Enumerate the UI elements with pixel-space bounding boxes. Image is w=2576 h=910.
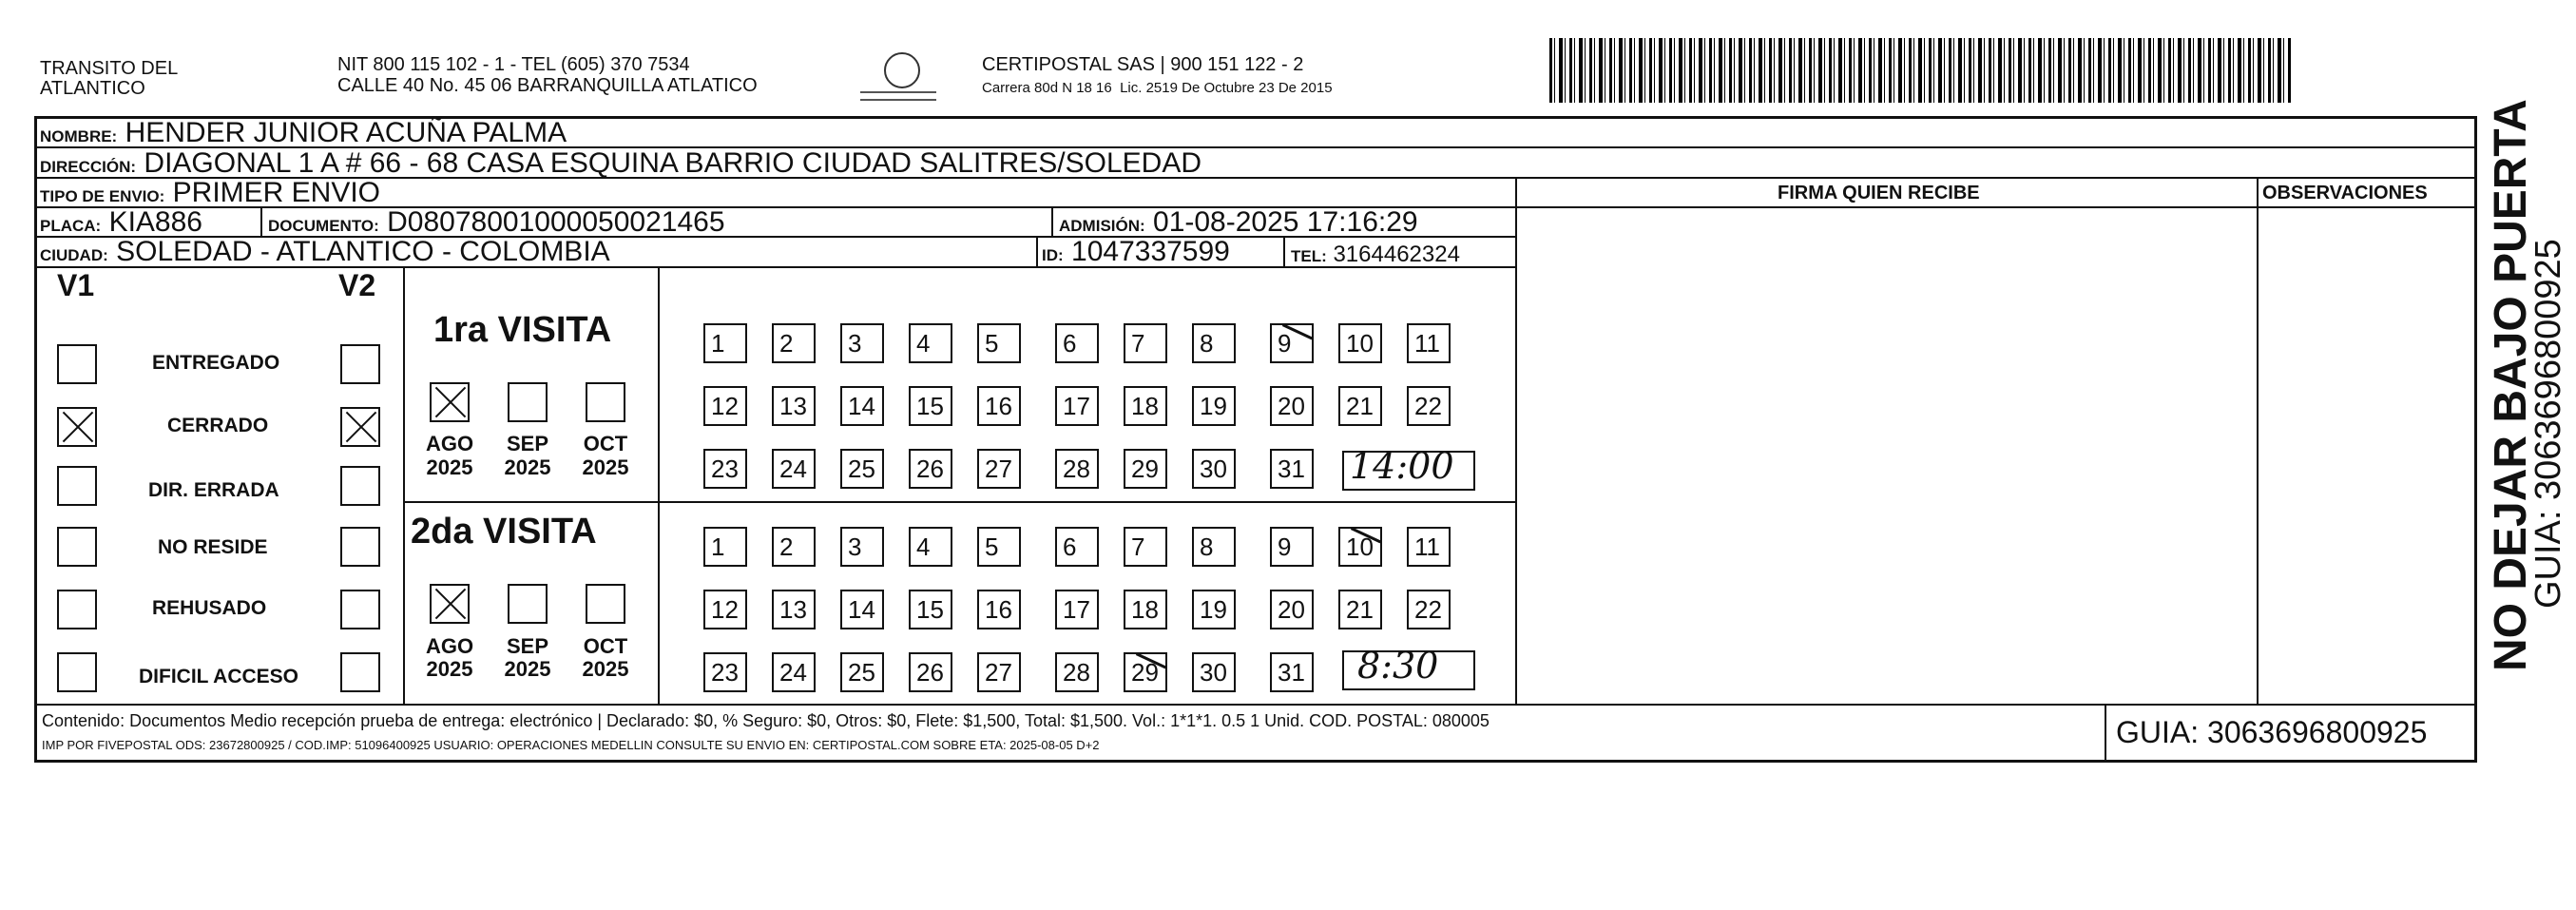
first-visit-day-7[interactable]: 7 <box>1124 323 1167 363</box>
side-guia: GUIA: 3063696800925 <box>2528 239 2568 609</box>
first-year-oct: 2025 <box>582 455 629 479</box>
footer-contenido: Contenido: Documentos Medio recepción prueba de entrega: electrónico | Declarado: $0, % Seguro: $0, Otros: $0, Flete: $1,500, Total: $1,500. Vol.: 1*1*1. 0.5 1 Unid. COD. POSTAL: 080005 <box>42 711 1490 730</box>
first-visit-time: 14:00 <box>1350 445 1454 487</box>
first-visit-title: 1ra VISITA <box>433 310 612 350</box>
first-visit-day-22[interactable]: 22 <box>1407 386 1451 426</box>
first-visit-day-12[interactable]: 12 <box>703 386 747 426</box>
rule-v-guia <box>2105 704 2106 763</box>
tel-row <box>1291 240 1460 272</box>
second-month-sep-label: SEP <box>506 634 549 658</box>
second-visit-day-13[interactable]: 13 <box>772 590 816 629</box>
second-visit-day-29[interactable]: 29 <box>1124 652 1167 692</box>
first-visit-day-4[interactable]: 4 <box>909 323 952 363</box>
second-visit-day-20[interactable]: 20 <box>1270 590 1314 629</box>
first-visit-month-oct[interactable] <box>586 382 625 422</box>
second-visit-day-23[interactable]: 23 <box>703 652 747 692</box>
first-visit-day-24[interactable]: 24 <box>772 449 816 489</box>
first-visit-day-26[interactable]: 26 <box>909 449 952 489</box>
second-visit-day-12[interactable]: 12 <box>703 590 747 629</box>
second-month-oct-label: OCT <box>583 634 628 658</box>
v2-cerrado-checkbox[interactable] <box>340 407 380 447</box>
second-visit-day-6[interactable]: 6 <box>1055 527 1099 567</box>
v1-dir-errada-checkbox[interactable] <box>57 466 97 506</box>
tel-value: 3164462324 <box>1333 242 1460 267</box>
nit-line2: CALLE 40 No. 45 06 BARRANQUILLA ATLATICO <box>337 75 758 96</box>
first-visit-day-19[interactable]: 19 <box>1192 386 1236 426</box>
second-visit-day-16[interactable]: 16 <box>977 590 1021 629</box>
first-month-ago-label: AGO <box>425 432 474 455</box>
v2-entregado-checkbox[interactable] <box>340 344 380 384</box>
first-visit-day-30[interactable]: 30 <box>1192 449 1236 489</box>
rule-v-firma <box>1515 177 1517 706</box>
id-value: 1047337599 <box>1071 236 1230 267</box>
second-year-ago: 2025 <box>426 657 473 681</box>
ciudad-label: CIUDAD: <box>40 246 108 264</box>
first-visit-month-sep[interactable] <box>508 382 548 422</box>
rule-v-obs <box>2257 177 2259 706</box>
second-visit-day-21[interactable]: 21 <box>1338 590 1382 629</box>
second-visit-day-1[interactable]: 1 <box>703 527 747 567</box>
second-visit-day-8[interactable]: 8 <box>1192 527 1236 567</box>
rule-v-id <box>1036 236 1038 266</box>
second-visit-day-17[interactable]: 17 <box>1055 590 1099 629</box>
courier-line1: CERTIPOSTAL SAS | 900 151 122 - 2 <box>982 54 1304 75</box>
status-dir-errada: DIR. ERRADA <box>148 479 279 501</box>
observaciones-label: OBSERVACIONES <box>2262 183 2428 203</box>
v1-dificil-acceso-checkbox[interactable] <box>57 652 97 692</box>
first-visit-day-15[interactable]: 15 <box>909 386 952 426</box>
status-entregado: ENTREGADO <box>152 352 280 374</box>
second-visit-month-sep[interactable] <box>508 584 548 624</box>
status-dificil-acceso: DIFICIL ACCESO <box>139 666 299 687</box>
first-visit-day-11[interactable]: 11 <box>1407 323 1451 363</box>
second-visit-month-ago[interactable] <box>430 584 470 624</box>
second-visit-day-30[interactable]: 30 <box>1192 652 1236 692</box>
nombre-label: NOMBRE: <box>40 127 118 145</box>
status-no-reside: NO RESIDE <box>158 536 268 558</box>
nit-line1: NIT 800 115 102 - 1 - TEL (605) 370 7534 <box>337 54 690 75</box>
first-visit-day-1[interactable]: 1 <box>703 323 747 363</box>
second-visit-day-31[interactable]: 31 <box>1270 652 1314 692</box>
first-visit-day-13[interactable]: 13 <box>772 386 816 426</box>
second-visit-day-22[interactable]: 22 <box>1407 590 1451 629</box>
ciudad-row <box>40 237 610 271</box>
first-visit-day-20[interactable]: 20 <box>1270 386 1314 426</box>
tel-label: TEL: <box>1291 247 1327 265</box>
first-visit-day-28[interactable]: 28 <box>1055 449 1099 489</box>
second-visit-day-15[interactable]: 15 <box>909 590 952 629</box>
firma-label: FIRMA QUIEN RECIBE <box>1778 183 1980 203</box>
first-month-sep-label: SEP <box>506 432 549 455</box>
status-cerrado: CERRADO <box>167 415 269 436</box>
side-warning: NO DEJAR BAJO PUERTA <box>2486 99 2536 671</box>
second-visit-day-10[interactable]: 10 <box>1338 527 1382 567</box>
second-visit-day-27[interactable]: 27 <box>977 652 1021 692</box>
first-visit-day-10[interactable]: 10 <box>1338 323 1382 363</box>
first-visit-day-29[interactable]: 29 <box>1124 449 1167 489</box>
barcode <box>1549 38 2291 103</box>
tipo-value: PRIMER ENVIO <box>172 177 381 208</box>
second-visit-month-oct[interactable] <box>586 584 625 624</box>
second-visit-day-26[interactable]: 26 <box>909 652 952 692</box>
second-visit-day-2[interactable]: 2 <box>772 527 816 567</box>
rule-visit-split <box>403 501 1517 503</box>
second-visit-day-9[interactable]: 9 <box>1270 527 1314 567</box>
admision-value: 01-08-2025 17:16:29 <box>1153 206 1418 238</box>
sender-entity-line1: TRANSITO DEL <box>40 58 179 79</box>
first-visit-day-23[interactable]: 23 <box>703 449 747 489</box>
v2-dificil-acceso-checkbox[interactable] <box>340 652 380 692</box>
footer-imp: IMP POR FIVEPOSTAL ODS: 23672800925 / COD.IMP: 51096400925 USUARIO: OPERACIONES MEDELLIN CONSULTE SU ENVIO EN: CERTIPOSTAL.COM SOBRE ETA: 2025-08-05 D+2 <box>42 738 1100 752</box>
first-visit-day-21[interactable]: 21 <box>1338 386 1382 426</box>
second-visit-day-4[interactable]: 4 <box>909 527 952 567</box>
v2-label: V2 <box>338 268 376 302</box>
ciudad-value: SOLEDAD - ATLANTICO - COLOMBIA <box>116 236 610 267</box>
second-visit-day-19[interactable]: 19 <box>1192 590 1236 629</box>
courier-logo-icon <box>884 52 920 88</box>
first-visit-day-25[interactable]: 25 <box>840 449 884 489</box>
v1-label: V1 <box>57 268 95 302</box>
second-visit-day-28[interactable]: 28 <box>1055 652 1099 692</box>
rule-footer <box>34 704 2477 706</box>
direccion-label: DIRECCIÓN: <box>40 158 137 176</box>
second-visit-day-25[interactable]: 25 <box>840 652 884 692</box>
second-visit-time: 8:30 <box>1357 645 1439 687</box>
id-label: ID: <box>1042 246 1064 264</box>
id-row <box>1042 237 1230 271</box>
second-visit-day-24[interactable]: 24 <box>772 652 816 692</box>
first-visit-day-8[interactable]: 8 <box>1192 323 1236 363</box>
first-visit-day-9[interactable]: 9 <box>1270 323 1314 363</box>
direccion-value: DIAGONAL 1 A # 66 - 68 CASA ESQUINA BARRIO CIUDAD SALITRES/SOLEDAD <box>144 147 1202 179</box>
first-visit-day-3[interactable]: 3 <box>840 323 884 363</box>
rule-v-months <box>658 266 660 706</box>
second-year-oct: 2025 <box>582 657 629 681</box>
courier-line2: Carrera 80d N 18 16 Lic. 2519 De Octubre 23 De 2015 <box>982 80 1333 96</box>
second-visit-day-7[interactable]: 7 <box>1124 527 1167 567</box>
first-visit-day-2[interactable]: 2 <box>772 323 816 363</box>
first-year-ago: 2025 <box>426 455 473 479</box>
first-month-oct-label: OCT <box>583 432 628 455</box>
v1-cerrado-checkbox[interactable] <box>57 407 97 447</box>
second-year-sep: 2025 <box>504 657 551 681</box>
first-visit-day-31[interactable]: 31 <box>1270 449 1314 489</box>
second-visit-day-14[interactable]: 14 <box>840 590 884 629</box>
second-visit-title: 2da VISITA <box>411 512 597 552</box>
first-visit-day-6[interactable]: 6 <box>1055 323 1099 363</box>
second-visit-day-3[interactable]: 3 <box>840 527 884 567</box>
first-visit-month-ago[interactable] <box>430 382 470 422</box>
first-visit-day-27[interactable]: 27 <box>977 449 1021 489</box>
courier-logo-mark <box>860 91 936 101</box>
documento-label: DOCUMENTO: <box>268 217 379 235</box>
placa-label: PLACA: <box>40 217 102 235</box>
first-visit-day-14[interactable]: 14 <box>840 386 884 426</box>
v2-no-reside-checkbox[interactable] <box>340 527 380 567</box>
placa-value: KIA886 <box>108 206 202 238</box>
nombre-value: HENDER JUNIOR ACUÑA PALMA <box>125 117 567 148</box>
v1-no-reside-checkbox[interactable] <box>57 527 97 567</box>
v1-entregado-checkbox[interactable] <box>57 344 97 384</box>
status-rehusado: REHUSADO <box>152 597 267 619</box>
first-visit-day-5[interactable]: 5 <box>977 323 1021 363</box>
rule-v-status <box>403 266 405 706</box>
second-visit-day-11[interactable]: 11 <box>1407 527 1451 567</box>
first-visit-day-16[interactable]: 16 <box>977 386 1021 426</box>
second-visit-day-5[interactable]: 5 <box>977 527 1021 567</box>
first-visit-day-17[interactable]: 17 <box>1055 386 1099 426</box>
footer-guia: GUIA: 3063696800925 <box>2116 715 2428 749</box>
v1-rehusado-checkbox[interactable] <box>57 590 97 629</box>
documento-value: D08078001000050021465 <box>387 206 725 238</box>
second-visit-day-18[interactable]: 18 <box>1124 590 1167 629</box>
first-visit-day-18[interactable]: 18 <box>1124 386 1167 426</box>
admision-label: ADMISIÓN: <box>1059 217 1145 235</box>
sender-entity-line2: ATLANTICO <box>40 78 145 99</box>
tipo-label: TIPO DE ENVIO: <box>40 187 165 205</box>
rule-v-admision <box>1051 206 1053 237</box>
second-month-ago-label: AGO <box>425 634 474 658</box>
first-year-sep: 2025 <box>504 455 551 479</box>
v2-dir-errada-checkbox[interactable] <box>340 466 380 506</box>
v2-rehusado-checkbox[interactable] <box>340 590 380 629</box>
